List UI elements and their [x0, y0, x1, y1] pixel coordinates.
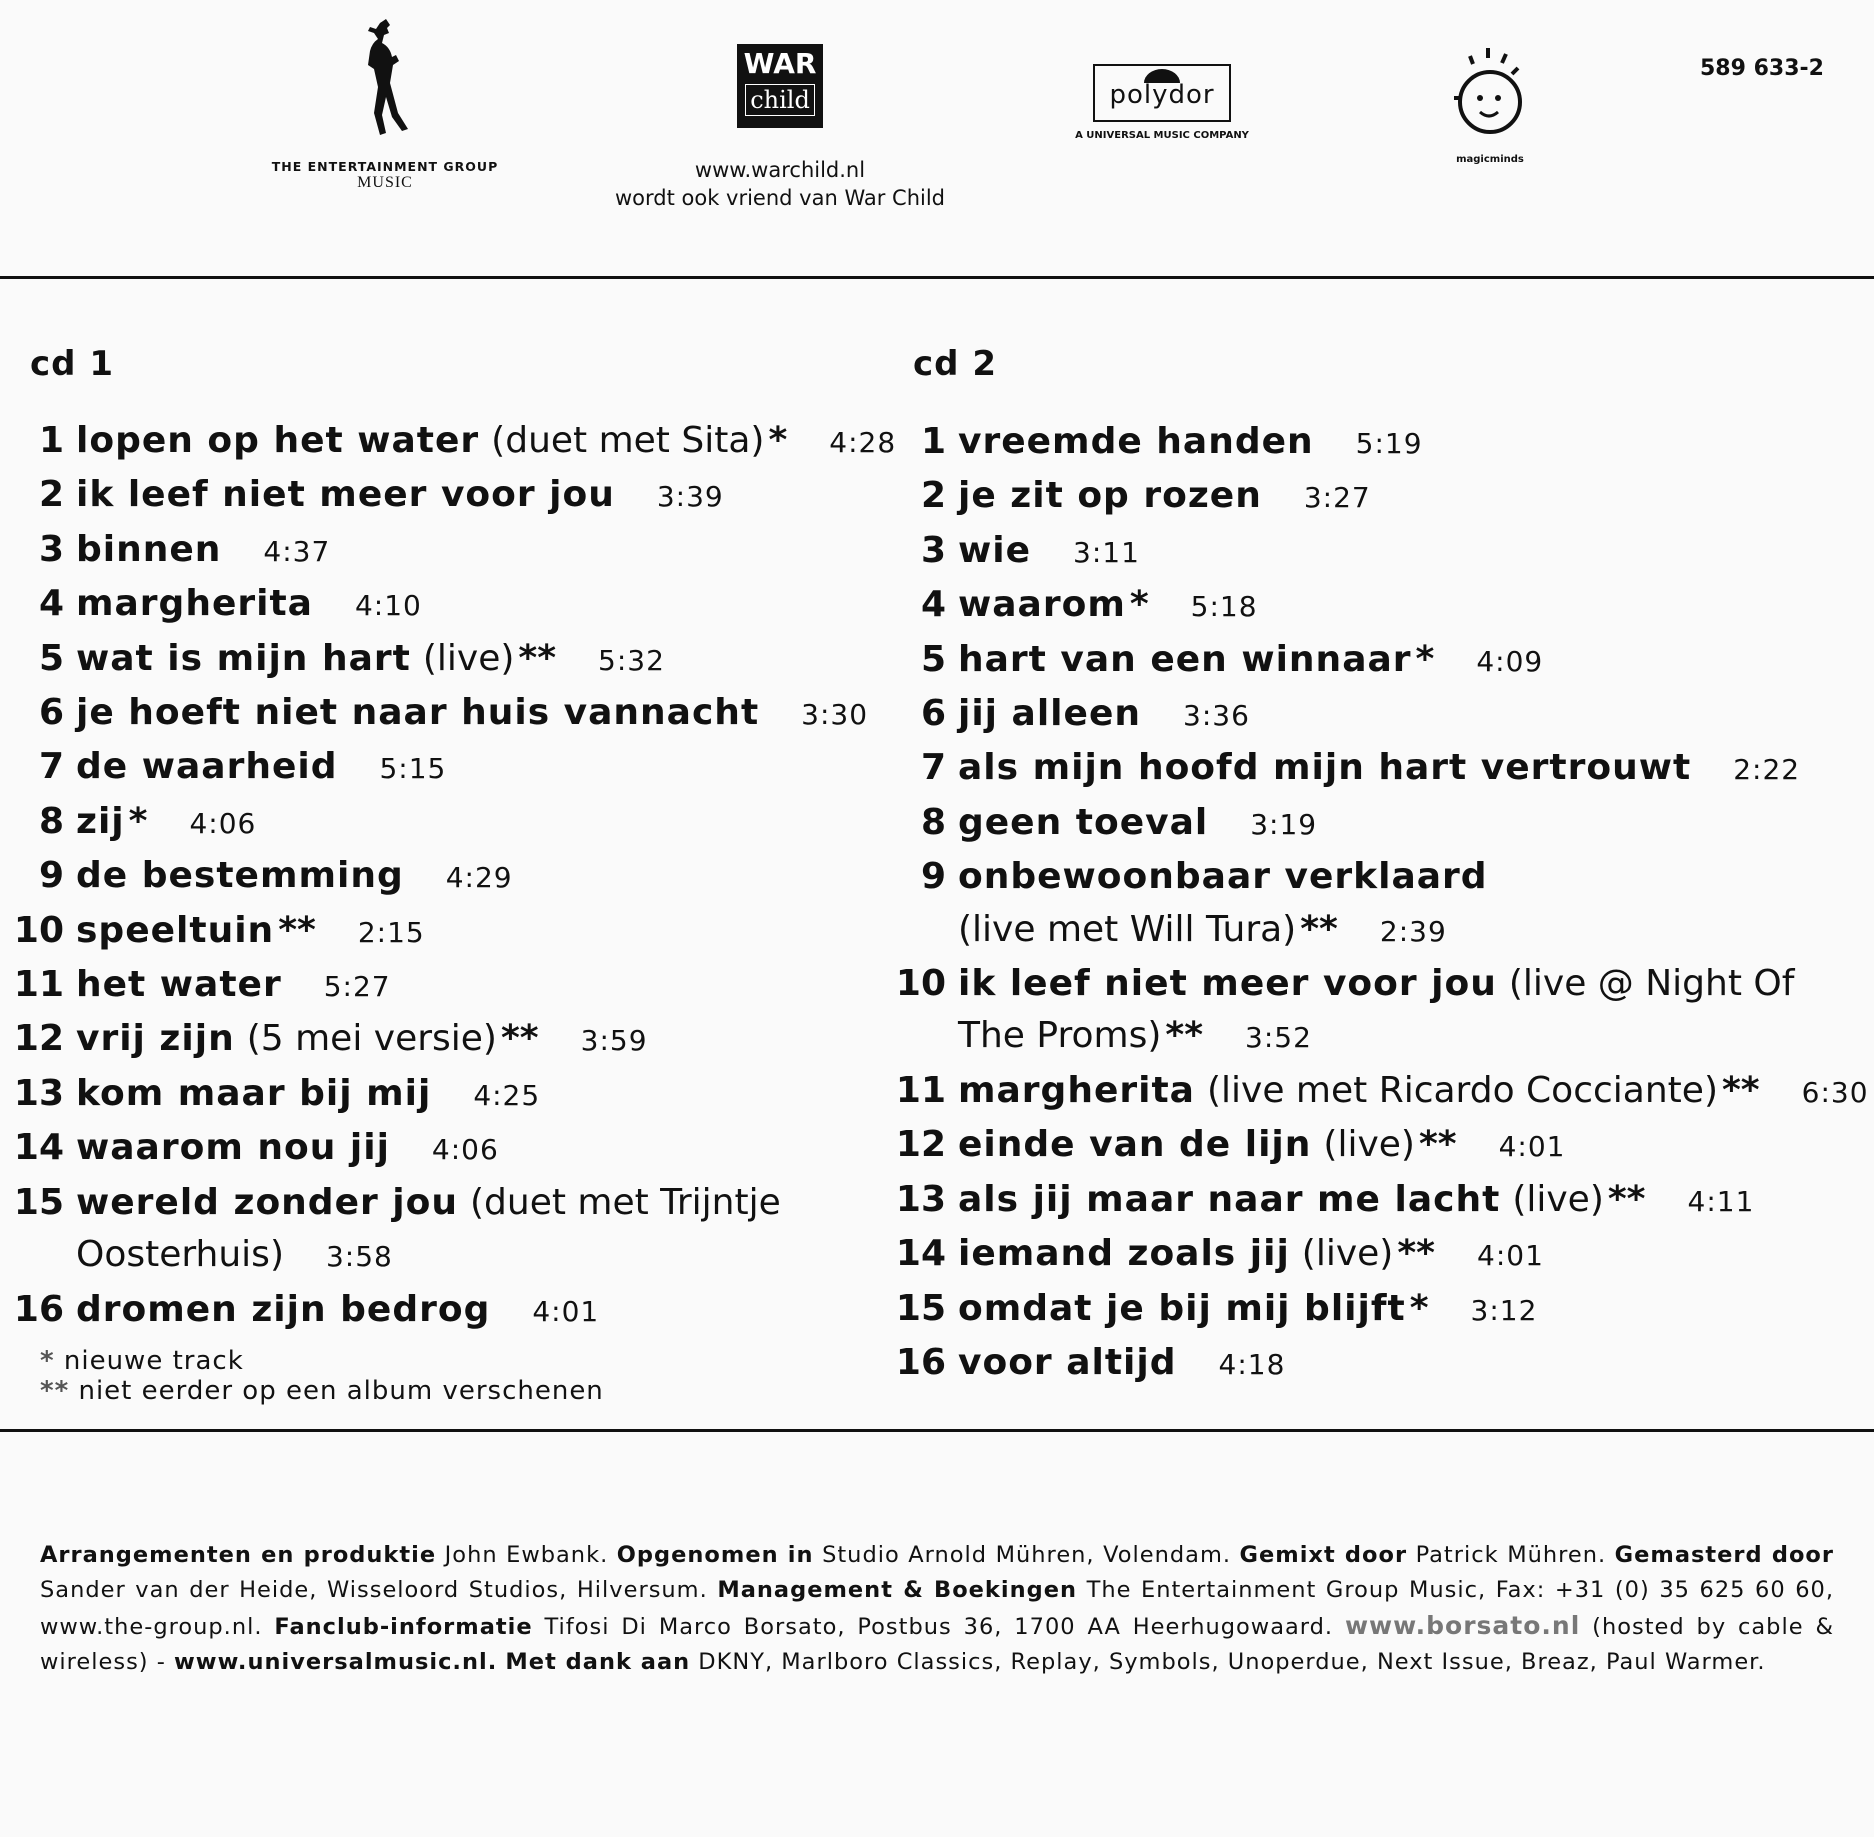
track-number: 2: [920, 475, 946, 517]
track-marker: **: [500, 1018, 539, 1060]
track-title: wie: [958, 529, 1032, 571]
track-duration: 4:11: [1687, 1184, 1755, 1218]
track-title: als mijn hoofd mijn hart vertrouwt: [958, 747, 1692, 789]
track-row: [882, 958, 1874, 1065]
legend-single: [40, 1346, 604, 1376]
track-marker: **: [1607, 1178, 1646, 1220]
track-number: 2: [38, 474, 64, 516]
track-duration: 4:01: [532, 1294, 600, 1328]
warchild-url[interactable]: www.warchild.nl: [694, 158, 866, 182]
track-duration: 3:39: [656, 480, 724, 514]
track-note: Oosterhuis): [76, 1234, 284, 1276]
cd2-title: cd 2: [913, 344, 997, 384]
track-number: 6: [38, 692, 64, 734]
credit-label: Met dank aan: [505, 1649, 691, 1675]
track-title: waarom nou jij: [76, 1127, 390, 1169]
credit-label: Opgenomen in: [616, 1542, 814, 1568]
track-duration: 4:09: [1476, 644, 1544, 678]
credit-label: www.universalmusic.nl.: [174, 1649, 498, 1675]
track-note-continued: [882, 904, 1874, 958]
track-duration: 4:10: [354, 589, 422, 623]
track-title: dromen zijn bedrog: [76, 1288, 491, 1330]
track-number: 6: [920, 693, 946, 735]
track-duration: 3:58: [325, 1240, 393, 1274]
track-title: hart van een winnaar: [958, 638, 1412, 680]
track-duration: 3:36: [1183, 699, 1250, 733]
track-title: ik leef niet meer voor jou: [958, 963, 1497, 1005]
track-note: (duet met Trijntje: [469, 1181, 781, 1223]
track-title: lopen op het water: [76, 420, 480, 461]
track-number: 16: [13, 1288, 64, 1330]
track-title: waarom: [958, 584, 1126, 626]
track-number: 15: [13, 1181, 64, 1223]
track-number: 7: [38, 746, 64, 788]
track-duration: 3:27: [1303, 481, 1371, 515]
header-logos: [0, 0, 1874, 276]
track-duration: 3:19: [1250, 807, 1318, 841]
track-title: geen toeval: [958, 801, 1209, 843]
track-note: (live @ Night Of: [1508, 963, 1795, 1005]
track-number: 9: [920, 856, 946, 898]
track-note: (duet met Sita): [491, 420, 765, 461]
track-number: 3: [920, 529, 946, 571]
track-duration: 2:39: [1379, 914, 1447, 948]
credit-text: John Ewbank.: [436, 1542, 617, 1568]
track-title: de waarheid: [76, 746, 338, 788]
track-row: [882, 634, 1874, 688]
credit-text: The Entertainment Group Music, Fax: +31 (0) 35 625 60 60, www.the-group.nl.: [40, 1577, 1835, 1640]
track-row: [882, 1337, 1874, 1391]
warchild-tagline: wordt ook vriend van War Child: [614, 186, 946, 210]
track-marker: **: [278, 909, 316, 951]
track-title: vreemde handen: [958, 421, 1314, 462]
track-duration: 5:27: [323, 970, 391, 1004]
track-title: omdat je bij mij blijft: [958, 1287, 1406, 1329]
track-number: 8: [920, 801, 946, 843]
track-marker: *: [1409, 1287, 1429, 1329]
track-title: vrij zijn: [76, 1018, 235, 1060]
track-duration: 5:32: [598, 643, 665, 677]
legend-single-text: nieuwe track: [63, 1346, 244, 1376]
track-row: [882, 470, 1874, 524]
warchild-badge: [737, 44, 823, 128]
polydor-logo: [1062, 64, 1262, 141]
track-number: 7: [920, 747, 946, 789]
track-title: voor altijd: [958, 1341, 1177, 1383]
track-note: (live met Ricardo Cocciante): [1206, 1069, 1718, 1111]
track-duration: 4:25: [473, 1078, 541, 1112]
track-title: margherita: [76, 583, 313, 625]
track-number: 4: [920, 584, 946, 626]
track-title: speeltuin: [76, 909, 275, 951]
track-number: 14: [895, 1233, 946, 1275]
track-duration: 3:59: [580, 1024, 648, 1058]
track-marker: *: [1129, 584, 1149, 626]
track-number: 4: [38, 583, 64, 625]
track-number: 3: [38, 528, 64, 570]
track-title: je hoeft niet naar huis vannacht: [76, 692, 760, 734]
track-marker: **: [1721, 1069, 1760, 1111]
track-number: 11: [895, 1069, 946, 1111]
track-title: margherita: [958, 1069, 1195, 1111]
polydor-wordmark: polydor: [1109, 80, 1215, 110]
track-number: 5: [38, 637, 64, 679]
catalog-number: 589 633-2: [1700, 56, 1824, 81]
warchild-badge-top: WAR: [743, 47, 817, 80]
track-duration: 2:15: [357, 915, 425, 949]
eg-logo-line1: THE ENTERTAINMENT GROUP: [271, 159, 499, 174]
track-title: einde van de lijn: [958, 1124, 1312, 1166]
polydor-sub: A UNIVERSAL MUSIC COMPANY: [1075, 130, 1249, 141]
track-title: je zit op rozen: [958, 475, 1262, 517]
track-marker: **: [1418, 1124, 1457, 1166]
track-number: 12: [13, 1018, 64, 1060]
track-title: jij alleen: [958, 693, 1141, 735]
track-title: het water: [76, 964, 282, 1006]
track-number: 5: [920, 638, 946, 680]
track-note: (live): [1323, 1124, 1415, 1166]
credit-text: Sander van der Heide, Wisseloord Studios, Hilversum.: [40, 1577, 718, 1603]
legend-double-text: niet eerder op een album verschenen: [78, 1376, 604, 1406]
track-number: 16: [895, 1341, 946, 1383]
track-duration: 4:18: [1218, 1347, 1286, 1381]
credit-label: Gemixt door: [1239, 1542, 1408, 1568]
top-divider: [0, 276, 1874, 279]
track-number: 13: [895, 1178, 946, 1220]
track-note-continued: [882, 1010, 1874, 1064]
track-title: wereld zonder jou: [76, 1181, 458, 1223]
track-title: onbewoonbaar verklaard: [958, 856, 1488, 898]
track-duration: 3:52: [1245, 1021, 1312, 1055]
track-number: 12: [895, 1124, 946, 1166]
track-number: 15: [895, 1287, 946, 1329]
track-row: [882, 797, 1874, 851]
track-note: The Proms): [958, 1015, 1162, 1057]
credit-text: DKNY, Marlboro Classics, Replay, Symbols, Unoperdue, Next Issue, Breaz, Paul Warmer.: [690, 1649, 1766, 1675]
track-row: [882, 1283, 1874, 1337]
track-title: de bestemming: [76, 855, 404, 897]
legend-double-symbol: **: [40, 1376, 70, 1406]
track-marker: **: [1165, 1015, 1204, 1057]
track-row: [882, 851, 1874, 958]
track-duration: 4:01: [1498, 1130, 1566, 1164]
bottom-divider: [0, 1429, 1874, 1432]
cd2-tracklist: [882, 416, 1874, 1391]
track-row: [882, 1174, 1874, 1228]
track-marker: **: [1397, 1233, 1435, 1275]
entertainment-group-logo: [270, 18, 500, 192]
track-number: 11: [13, 964, 64, 1006]
credits-text: [40, 1538, 1834, 1680]
credit-text: (hosted by cable & wireless) -: [40, 1614, 1834, 1675]
figure-icon: [340, 18, 430, 153]
track-number: 10: [13, 909, 64, 951]
borsato-site-link: www.borsato.nl: [1344, 1611, 1581, 1640]
credit-label: Fanclub-informatie: [274, 1614, 533, 1640]
track-duration: 4:01: [1477, 1239, 1544, 1273]
track-marker: **: [518, 637, 557, 679]
track-row: [882, 1065, 1874, 1119]
legend-single-symbol: *: [40, 1346, 55, 1376]
track-number: 1: [38, 420, 64, 461]
track-note: (live): [422, 637, 515, 679]
track-marker: *: [128, 800, 148, 842]
track-row: [882, 1228, 1874, 1282]
track-duration: 4:37: [263, 534, 331, 568]
track-marker: *: [1415, 638, 1435, 680]
credit-text: Patrick Mühren.: [1407, 1542, 1615, 1568]
track-note: (live): [1301, 1233, 1394, 1275]
track-title: wat is mijn hart: [76, 637, 411, 679]
track-title: iemand zoals jij: [958, 1233, 1290, 1275]
track-number: 8: [38, 800, 64, 842]
track-note: (live met Will Tura): [958, 908, 1297, 950]
track-number: 9: [38, 855, 64, 897]
track-duration: 3:12: [1470, 1293, 1538, 1327]
cd1-title: cd 1: [30, 344, 114, 384]
magicminds-logo: [1430, 46, 1550, 165]
track-row: [882, 688, 1874, 742]
warchild-badge-bottom: child: [745, 84, 815, 116]
magicminds-label: magicminds: [1456, 154, 1524, 165]
legend: [40, 1346, 604, 1406]
track-row: [882, 579, 1874, 633]
baby-face-icon: [1440, 46, 1540, 142]
legend-double: [40, 1376, 604, 1406]
credit-label: Gemasterd door: [1614, 1542, 1834, 1568]
track-duration: 4:06: [431, 1133, 499, 1167]
track-marker: **: [1300, 908, 1338, 950]
track-number: 13: [13, 1072, 64, 1114]
track-duration: 4:06: [189, 806, 257, 840]
track-number: 14: [13, 1127, 64, 1169]
warchild-logo: [600, 44, 960, 210]
track-duration: 4:29: [445, 861, 513, 895]
track-title: als jij maar naar me lacht: [958, 1178, 1501, 1220]
track-duration: 3:30: [801, 698, 869, 732]
track-title: ik leef niet meer voor jou: [76, 474, 615, 516]
credit-label: Arrangementen en produktie: [40, 1542, 437, 1568]
track-title: zij: [76, 800, 125, 842]
track-duration: 3:11: [1073, 535, 1140, 569]
track-number: 1: [920, 421, 946, 462]
track-row: [882, 742, 1874, 796]
track-duration: 2:22: [1733, 753, 1801, 787]
track-marker: *: [768, 420, 788, 461]
track-title: binnen: [76, 528, 222, 570]
polydor-badge: [1093, 64, 1231, 122]
track-number: 10: [895, 963, 946, 1005]
track-duration: 4:28: [829, 426, 897, 459]
track-duration: 5:19: [1355, 427, 1423, 460]
track-note: (5 mei versie): [246, 1018, 497, 1060]
track-row: [882, 416, 1874, 470]
track-title: kom maar bij mij: [76, 1072, 432, 1114]
track-note: (live): [1512, 1178, 1604, 1220]
track-duration: 5:18: [1190, 590, 1258, 624]
eg-logo-line2: MUSIC: [357, 174, 413, 191]
credit-text: Studio Arnold Mühren, Volendam.: [813, 1542, 1240, 1568]
track-duration: 5:15: [379, 752, 447, 786]
track-row: [882, 525, 1874, 579]
credit-label: Management & Boekingen: [717, 1577, 1078, 1603]
credit-text: Tifosi Di Marco Borsato, Postbus 36, 1700 AA Heerhugowaard.: [532, 1614, 1345, 1640]
track-row: [882, 1119, 1874, 1173]
track-duration: 6:30: [1801, 1075, 1869, 1109]
